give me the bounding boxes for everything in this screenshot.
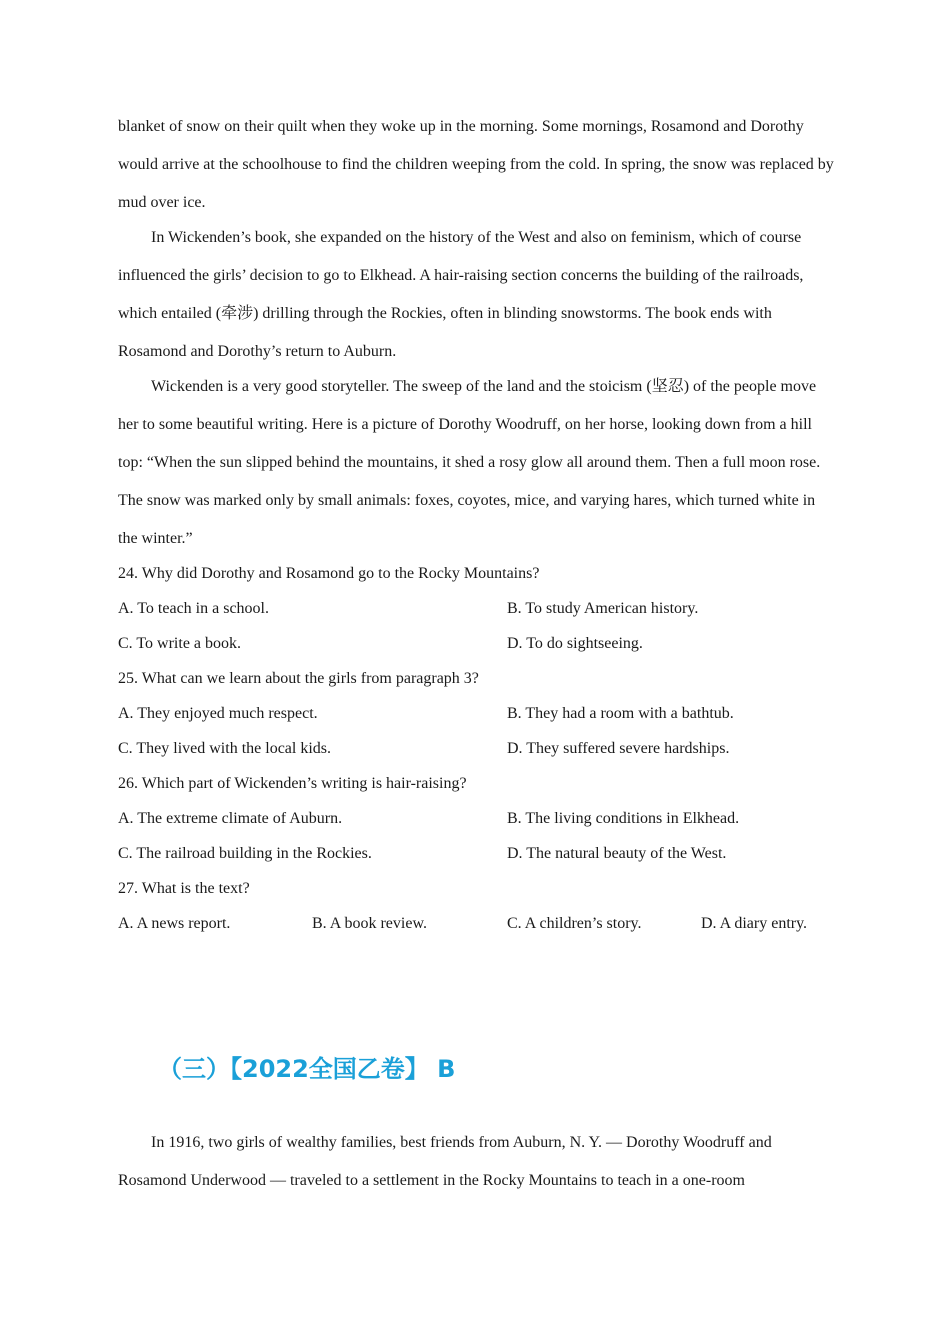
section-intro-paragraph: In 1916, two girls of wealthy families, best friends from Auburn, N. Y. — Dorothy Woodruff and Rosamond Underwood — traveled to a settlement in the Rocky Mountains to teach in a one-room: [118, 1134, 772, 1189]
question-25-option-d: D. They suffered severe hardships.: [507, 740, 730, 757]
question-26-option-a: A. The extreme climate of Auburn.: [118, 810, 343, 827]
question-27-option-d: D. A diary entry.: [701, 915, 808, 932]
passage-paragraph-history: In Wickenden’s book, she expanded on the history of the West and also on feminism, which of course influenced the girls’ decision to go to Elkhead. A hair-raising section concerns the building of the railroads, which entailed (牵涉) drilling through the Rockies, often in blinding snowstorms. The book ends with Rosamond and Dorothy’s return to Auburn.: [118, 229, 804, 360]
question-26-option-c: C. The railroad building in the Rockies.: [118, 845, 372, 862]
question-24-option-c: C. To write a book.: [118, 635, 242, 652]
question-24-option-d: D. To do sightseeing.: [507, 635, 643, 652]
question-24-option-a: A. To teach in a school.: [118, 600, 269, 617]
question-26-option-d: D. The natural beauty of the West.: [507, 845, 727, 862]
question-25-option-a: A. They enjoyed much respect.: [118, 705, 318, 722]
question-27-option-b: B. A book review.: [312, 915, 427, 932]
question-25-option-b: B. They had a room with a bathtub.: [507, 705, 734, 722]
question-26-stem: 26. Which part of Wickenden’s writing is hair-raising?: [118, 775, 467, 792]
question-24-stem: 24. Why did Dorothy and Rosamond go to the Rocky Mountains?: [118, 565, 540, 582]
question-25-stem: 25. What can we learn about the girls from paragraph 3?: [118, 670, 479, 687]
question-27-option-a: A. A news report.: [118, 915, 231, 932]
question-24-option-b: B. To study American history.: [507, 600, 699, 617]
passage-paragraph-snow: blanket of snow on their quilt when they woke up in the morning. Some mornings, Rosamond and Dorothy would arrive at the schoolhouse to find the children weeping from the cold. In spring, the snow was replaced by mud over ice.: [118, 118, 834, 211]
question-27-stem: 27. What is the text?: [118, 880, 250, 897]
question-27-option-c: C. A children’s story.: [507, 915, 642, 932]
passage-paragraph-storyteller: Wickenden is a very good storyteller. The sweep of the land and the stoicism (坚忍) of the people move her to some beautiful writing. Here is a picture of Dorothy Woodruff, on her horse, looking down from a hill top: “When the sun slipped behind the mountains, it shed a rosy glow all around them. Then a full moon rose. The snow was marked only by small animals: foxes, coyotes, mice, and varying hares, which turned white in the winter.”: [118, 378, 821, 547]
section-heading: （三）【2022全国乙卷】 B: [158, 1055, 456, 1083]
question-26-option-b: B. The living conditions in Elkhead.: [507, 810, 740, 827]
question-25-option-c: C. They lived with the local kids.: [118, 740, 332, 757]
